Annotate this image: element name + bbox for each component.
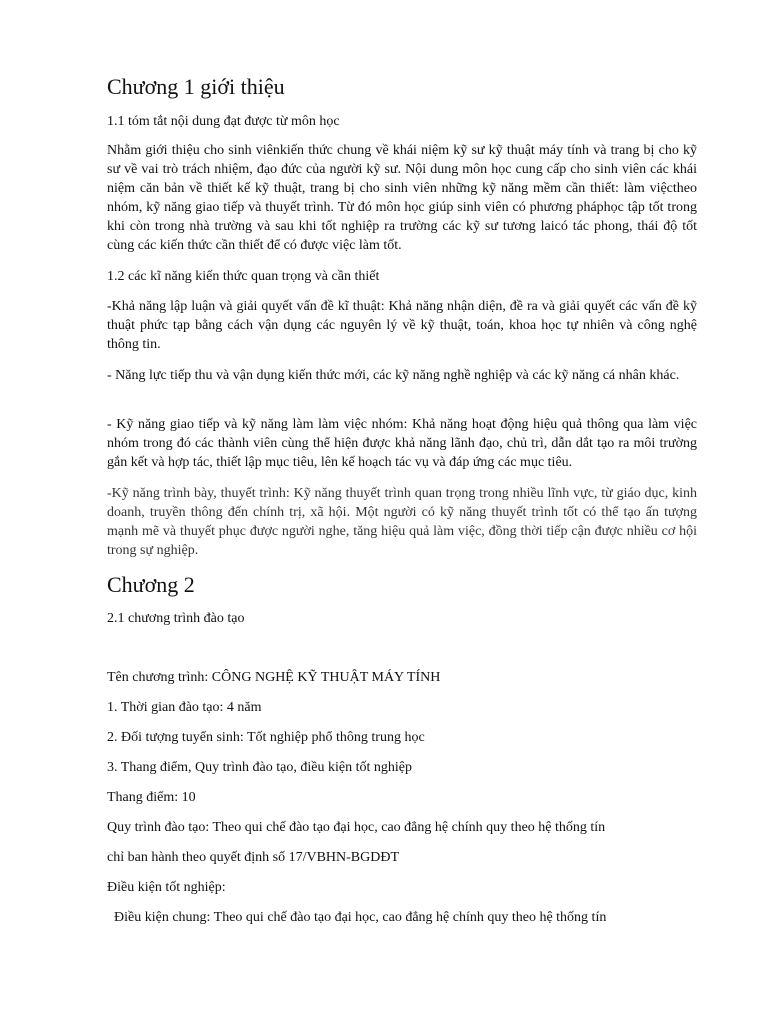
chapter2-title: Chương 2 bbox=[107, 572, 195, 597]
skill-learning-paragraph: - Năng lực tiếp thu và vận dụng kiến thức mới, các kỹ năng nghề nghiệp và các kỹ năng cá nhân khác. bbox=[107, 368, 680, 383]
graduation-general-condition: Điều kiện chung: Theo qui chế đào tạo đại học, cao đẳng hệ chính quy theo hệ thống tín bbox=[114, 910, 607, 925]
section-2-1-heading: 2.1 chương trình đào tạo bbox=[107, 611, 245, 626]
program-item-duration: 1. Thời gian đào tạo: 4 năm bbox=[107, 700, 262, 715]
program-item-grading: 3. Thang điểm, Quy trình đào tạo, điều kiện tốt nghiệp bbox=[107, 760, 412, 775]
program-name: Tên chương trình: CÔNG NGHỆ KỸ THUẬT MÁY TÍNH bbox=[107, 670, 441, 685]
skill-presentation-paragraph: -Kỹ năng trình bày, thuyết trình: Kỹ năng thuyết trình quan trọng trong nhiều lĩnh vực, từ giáo dục, kinh doanh, truyền thông đến chính trị, xã hội. Một người có kỹ năng thuyết trình tốt có thể tạo ấn tượng mạnh mẽ và thuyết phục được người nghe, tăng hiệu quả làm việc, đồng thời tiếp cận được nhiều cơ hội trong sự nghiệp. bbox=[107, 486, 697, 558]
section-1-2-heading: 1.2 các kĩ năng kiến thức quan trọng và cần thiết bbox=[107, 269, 380, 284]
skill-teamwork-paragraph: - Kỹ năng giao tiếp và kỹ năng làm làm việc nhóm: Khả năng hoạt động hiệu quả thông qua làm việc nhóm trong đó các thành viên cùng thể hiện được khả năng lãnh đạo, chủ trì, dẫn dắt tạo ra môi trường gắn kết và hợp tác, thiết lập mục tiêu, lên kế hoạch tác vụ và đáp ứng các mục tiêu. bbox=[107, 417, 697, 470]
grading-scale: Thang điểm: 10 bbox=[107, 790, 196, 805]
chapter1-title: Chương 1 giới thiệu bbox=[107, 74, 285, 99]
skill-reasoning-paragraph: -Khả năng lập luận và giải quyết vấn đề kĩ thuật: Khả năng nhận diện, đề ra và giải quyết các vấn đề kỹ thuật phức tạp bằng cách vận dụng các nguyên lý về kỹ thuật, toán, khoa học tự nhiên và công nghệ thông tin. bbox=[107, 299, 697, 352]
graduation-conditions-heading: Điều kiện tốt nghiệp: bbox=[107, 880, 226, 895]
program-item-admission: 2. Đối tượng tuyển sinh: Tốt nghiệp phổ thông trung học bbox=[107, 730, 425, 745]
training-process-line-2: chỉ ban hành theo quyết định số 17/VBHN-BGDĐT bbox=[107, 850, 400, 865]
section-1-1-body: Nhằm giới thiệu cho sinh viênkiến thức chung về khái niệm kỹ sư kỹ thuật máy tính và trang bị cho kỹ sư về vai trò trách nhiệm, đạo đức của người kỹ sư. Nội dung môn học cung cấp cho sinh viên các khái niệm căn bản về thiết kế kỹ thuật, trang bị cho sinh viên những kỹ năng mềm cần thiết: làm việctheo nhóm, kỹ năng giao tiếp và thuyết trình. Từ đó môn học giúp sinh viên có phương pháphọc tập tốt trong khi còn trong nhà trường và sau khi tốt nghiệp ra trường các kỹ sư tương laicó tác phong, thái độ tốt cùng các kiến thức cần thiết để có được việc làm tốt. bbox=[107, 143, 697, 253]
section-1-1-heading: 1.1 tóm tắt nội dung đạt được từ môn học bbox=[107, 114, 340, 129]
training-process-line-1: Quy trình đào tạo: Theo qui chế đào tạo đại học, cao đẳng hệ chính quy theo hệ thống tín bbox=[107, 820, 606, 835]
